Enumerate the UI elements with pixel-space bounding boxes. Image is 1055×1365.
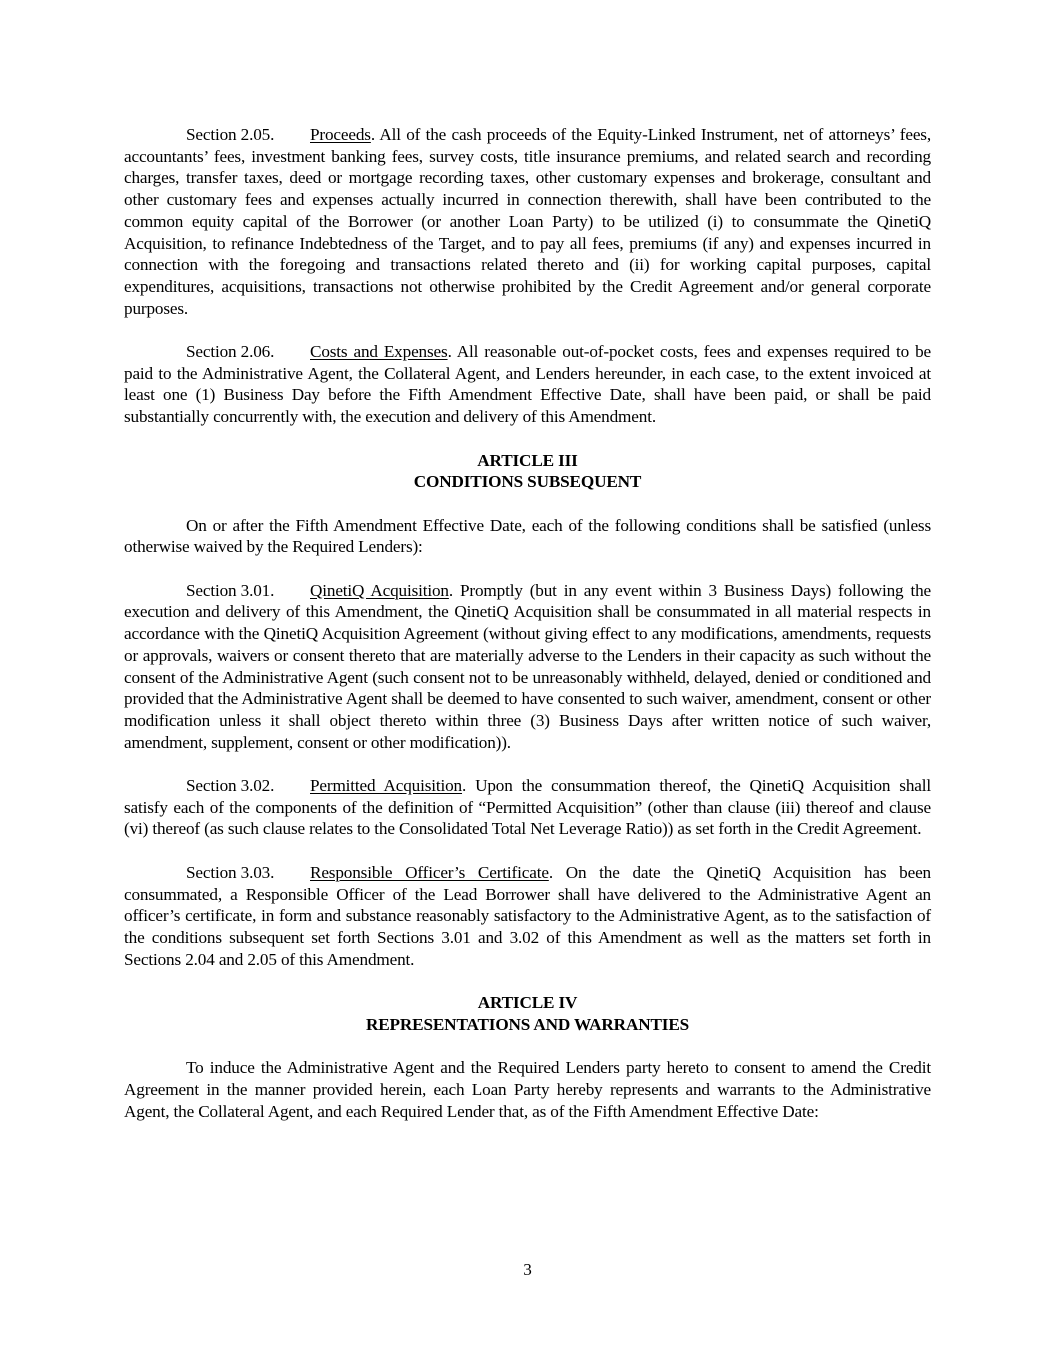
article-4-title: REPRESENTATIONS AND WARRANTIES (365, 1014, 690, 1034)
article-4-label: ARTICLE IV (477, 993, 578, 1013)
section-body: . Upon the consummation thereof, the QinetiQ Acquisition shall satisfy each of the components of the definition of “Permitted Acquisition” (other than clause (iii) thereof and clause (vi) thereof (as such clause relates to the Consolidated Total Net Leverage Ratio)) as set forth in the Credit Agreement. (124, 776, 932, 839)
page-number: 3 (523, 1260, 532, 1279)
article-3-intro: On or after the Fifth Amendment Effective Date, each of the following conditions shall be satisfied (unless otherwise waived by the Required Lenders): (124, 515, 931, 557)
section-3-02 (124, 775, 931, 840)
article-3-label: ARTICLE III (477, 450, 578, 470)
section-number: Section 2.06. (186, 342, 275, 362)
section-body: . Promptly (but in any event within 3 Business Days) following the execution and delivery of this Amendment, the QinetiQ Acquisition shall be consummated in all material respects in accordance with the QinetiQ Acquisition Agreement (without giving effect to any modifications, amendments, requests or approvals, waivers or consent thereto that are materially adverse to the Lenders in their capacity as such without the consent of the Administrative Agent (such consent not to be unreasonably withheld, delayed, denied or conditioned and provided that the Administrative Agent shall be deemed to have consented to such waiver, amendment, consent or other modification unless it shall object thereto within three (3) Business Days after written notice of such waiver, amendment, supplement, consent or other modification)). (124, 580, 932, 752)
document-page (124, 124, 931, 1122)
article-4-intro: To induce the Administrative Agent and the Required Lenders party hereto to consent to amend the Credit Agreement in the manner provided herein, each Loan Party hereby represents and warrants to the Administrative Agent, the Collateral Agent, and each Required Lender that, as of the Fifth Amendment Effective Date: (124, 1058, 931, 1121)
section-2-06 (124, 341, 931, 428)
section-number: Section 2.05. (186, 125, 275, 144)
section-body: . All of the cash proceeds of the Equity-Linked Instrument, net of attorneys’ fees, accountants’ fees, investment banking fees, survey costs, title insurance premiums, and related search and recording charges, transfer taxes, deed or mortgage recording taxes, other customary expenses and brokerage, consultant and other customary fees and expenses actually incurred in connection therewith, shall have been contributed to the common equity capital of the Borrower (or another Loan Party) to be utilized (i) to consummate the QinetiQ Acquisition, to refinance Indebtedness of the Target, and to pay all fees, premiums (if any) and expenses incurred in connection with the foregoing and transactions related thereto and (ii) for working capital purposes, capital expenditures, acquisitions, transactions not otherwise prohibited by the Credit Agreement and/or general corporate purposes. (124, 125, 931, 318)
section-2-05 (124, 124, 931, 319)
article-3-title: CONDITIONS SUBSEQUENT (413, 472, 642, 492)
section-number: Section 3.03. (186, 862, 275, 882)
section-3-01 (124, 580, 931, 754)
section-number: Section 3.02. (186, 776, 275, 796)
section-title: Responsible Officer’s Certificate (310, 862, 549, 882)
section-title: Proceeds (310, 125, 371, 144)
section-body: . On the date the QinetiQ Acquisition has been consummated, a Responsible Officer of the Lead Borrower shall have delivered to the Administrative Agent an officer’s certificate, in form and substance reasonably satisfactory to the Administrative Agent, as to the satisfaction of the conditions subsequent set forth Sections 3.01 and 3.02 of this Amendment as well as the matters set forth in Sections 2.04 and 2.05 of this Amendment. (124, 862, 931, 969)
section-title: Costs and Expenses (310, 342, 448, 362)
section-3-03 (124, 862, 931, 971)
section-body: . All reasonable out-of-pocket costs, fees and expenses required to be paid to the Administrative Agent, the Collateral Agent, and Lenders hereunder, in each case, to the extent invoiced at least one (1) Business Day before the Fifth Amendment Effective Date, shall have been paid, or shall be paid substantially concurrently with, the execution and delivery of this Amendment. (124, 342, 932, 427)
section-number: Section 3.01. (186, 580, 275, 600)
section-title: Permitted Acquisition (310, 776, 463, 796)
section-title: QinetiQ Acquisition (310, 580, 449, 600)
